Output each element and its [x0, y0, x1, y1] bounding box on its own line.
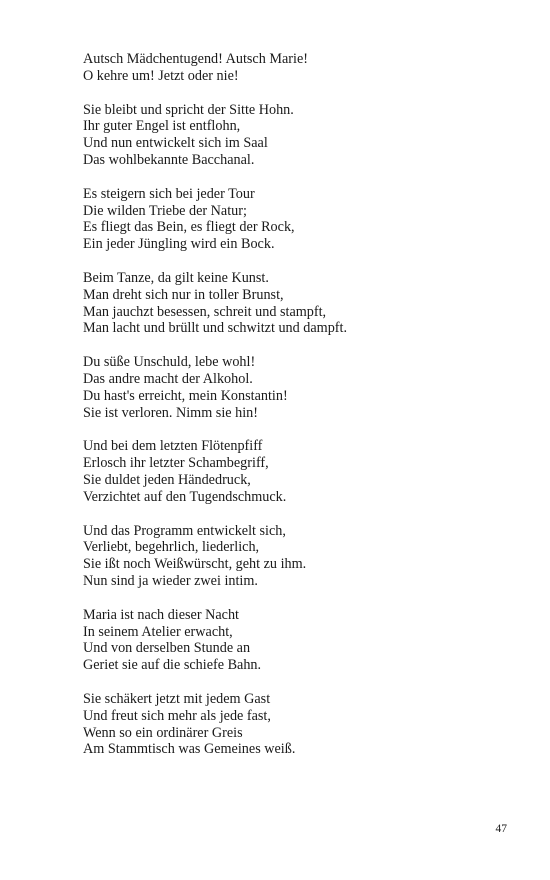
poem-line: Und bei dem letzten Flötenpfiff: [83, 438, 263, 455]
poem-line: Am Stammtisch was Gemeines weiß.: [83, 741, 296, 758]
poem-line: Beim Tanze, da gilt keine Kunst.: [83, 269, 269, 286]
poem-line: Geriet sie auf die schiefe Bahn.: [83, 657, 262, 674]
poem-line: Sie ißt noch Weißwürscht, geht zu ihm.: [83, 556, 307, 573]
stanza-1: [83, 51, 523, 85]
poem-line: Ihr guter Engel ist entflohn,: [83, 118, 241, 135]
poem-line: Sie schäkert jetzt mit jedem Gast: [83, 690, 271, 707]
poem-line: Es fliegt das Bein, es fliegt der Rock,: [83, 219, 295, 236]
poem-line: Und das Programm entwickelt sich,: [83, 522, 286, 539]
stanza-4: [83, 270, 523, 337]
poem-line: Verzichtet auf den Tugendschmuck.: [83, 488, 287, 505]
poem-line: Sie bleibt und spricht der Sitte Hohn.: [83, 101, 294, 118]
poem-line: Verliebt, begehrlich, liederlich,: [83, 539, 260, 556]
poem-line: O kehre um! Jetzt oder nie!: [83, 67, 239, 84]
poem-line: Du hast's erreicht, mein Konstantin!: [83, 387, 288, 404]
poem-line: Und freut sich mehr als jede fast,: [83, 707, 271, 724]
stanza-6: [83, 438, 523, 505]
poem-line: Sie duldet jeden Händedruck,: [83, 471, 251, 488]
poem-line: Erlosch ihr letzter Schambegriff,: [83, 455, 269, 472]
poem-line: Man lacht und brüllt und schwitzt und dampft.: [83, 320, 347, 337]
poem-line: In seinem Atelier erwacht,: [83, 623, 233, 640]
poem-line: Du süße Unschuld, lebe wohl!: [83, 354, 256, 371]
poem-line: Autsch Mädchentugend! Autsch Marie!: [83, 51, 308, 67]
poem-line: Maria ist nach dieser Nacht: [83, 606, 240, 623]
poem-line: Man jauchzt besessen, schreit und stampft,: [83, 303, 327, 320]
poem: [83, 51, 523, 775]
poem-line: Ein jeder Jüngling wird ein Bock.: [83, 236, 275, 253]
stanza-3: [83, 186, 523, 253]
poem-line: Nun sind ja wieder zwei intim.: [83, 572, 258, 589]
stanza-8: [83, 607, 523, 674]
page-number: 47: [495, 823, 507, 835]
poem-line: Das andre macht der Alkohol.: [83, 370, 253, 387]
poem-line: Sie ist verloren. Nimm sie hin!: [83, 404, 258, 421]
stanza-9: [83, 691, 523, 758]
stanza-7: [83, 523, 523, 590]
poem-line: Und nun entwickelt sich im Saal: [83, 135, 268, 152]
poem-line: Es steigern sich bei jeder Tour: [83, 185, 255, 202]
poem-line: Man dreht sich nur in toller Brunst,: [83, 286, 284, 303]
poem-line: Das wohlbekannte Bacchanal.: [83, 151, 255, 168]
poem-line: Die wilden Triebe der Natur;: [83, 202, 247, 219]
stanza-5: [83, 354, 523, 421]
stanza-2: [83, 102, 523, 169]
poem-line: Und von derselben Stunde an: [83, 640, 251, 657]
poem-line: Wenn so ein ordinärer Greis: [83, 724, 243, 741]
